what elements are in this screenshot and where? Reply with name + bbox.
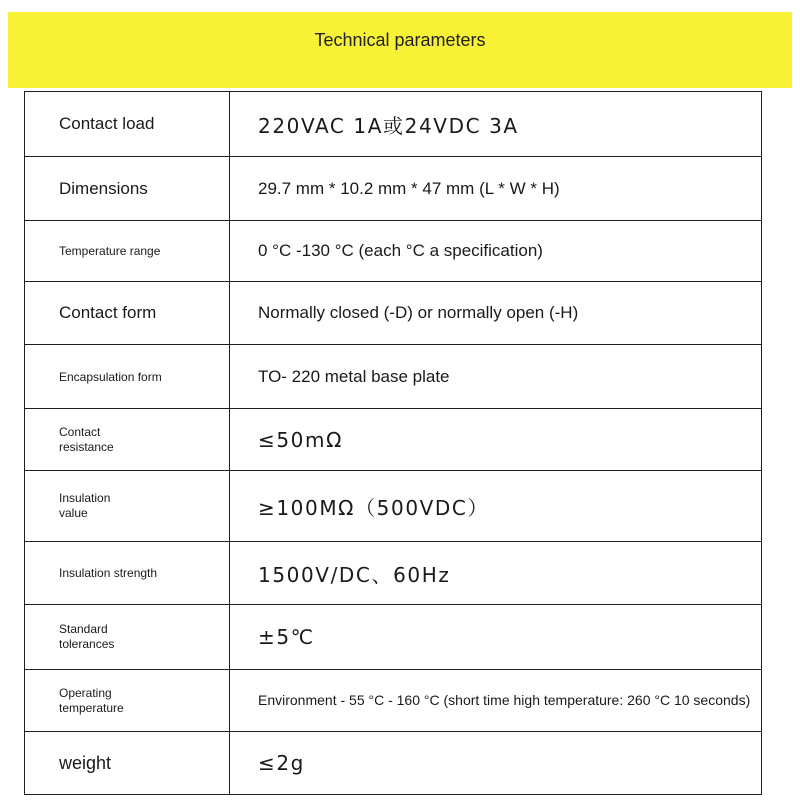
table-row [25,471,762,542]
row-label-cell [25,670,230,732]
row-value: TO- 220 metal base plate [258,366,450,386]
row-value-cell [230,542,762,605]
row-value-cell [230,282,762,345]
title-banner [8,12,792,88]
table-row [25,605,762,670]
row-value-cell [230,471,762,542]
row-label-line: Standard [59,622,108,636]
row-label-cell [25,542,230,605]
table-row [25,157,762,221]
row-label: Dimensions [59,178,148,198]
row-label-line: Operating [59,685,112,700]
row-value-cell [230,345,762,409]
row-value: 1500V/DC、60Hz [258,562,451,587]
row-value: Environment - 55 °C - 160 °C (short time high temperature: 260 °C 10 seconds) [258,691,751,708]
table-row [25,282,762,345]
row-label: Contact load [59,114,155,133]
row-value-cell [230,221,762,282]
row-label: Encapsulation form [59,369,162,384]
row-value: ≤2g [258,751,305,775]
row-value: 0 °C -130 °C (each °C a specification) [258,241,543,260]
row-label-line: Contact [59,424,101,439]
row-value-cell [230,670,762,732]
row-label-line: tolerances [59,637,115,651]
row-label: Contact form [59,303,157,322]
table-row [25,92,762,157]
row-label-cell [25,732,230,795]
row-label: Temperature range [59,244,161,258]
table-row [25,345,762,409]
row-value-cell [230,732,762,795]
table-row [25,732,762,795]
row-label: weight [59,752,112,773]
row-label-line: resistance [59,439,114,454]
row-value-cell [230,409,762,471]
row-value-cell [230,157,762,221]
row-label-cell [25,471,230,542]
row-label: Insulation strength [59,566,158,580]
row-value: 220VAC 1A或24VDC 3A [258,113,519,138]
row-value: ≥100MΩ（500VDC） [258,495,490,520]
row-label-cell [25,282,230,345]
row-label-cell [25,221,230,282]
row-value: 29.7 mm * 10.2 mm * 47 mm (L * W * H) [258,178,560,198]
row-label-line: value [59,506,88,520]
row-value: Normally closed (-D) or normally open (-H) [258,303,579,322]
row-value: ≤50mΩ [258,427,343,452]
row-label-cell [25,157,230,221]
table-row [25,542,762,605]
table-row [25,670,762,732]
row-label-cell [25,409,230,471]
page-title: Technical parameters [314,30,486,50]
row-value: ±5℃ [258,625,315,649]
spec-table [24,91,762,795]
row-value-cell [230,605,762,670]
row-label-cell [25,605,230,670]
row-value-cell [230,92,762,157]
row-label-cell [25,345,230,409]
row-label-cell [25,92,230,157]
table-row [25,409,762,471]
row-label-line: Insulation [59,491,111,505]
table-row [25,221,762,282]
row-label-line: temperature [59,700,124,715]
